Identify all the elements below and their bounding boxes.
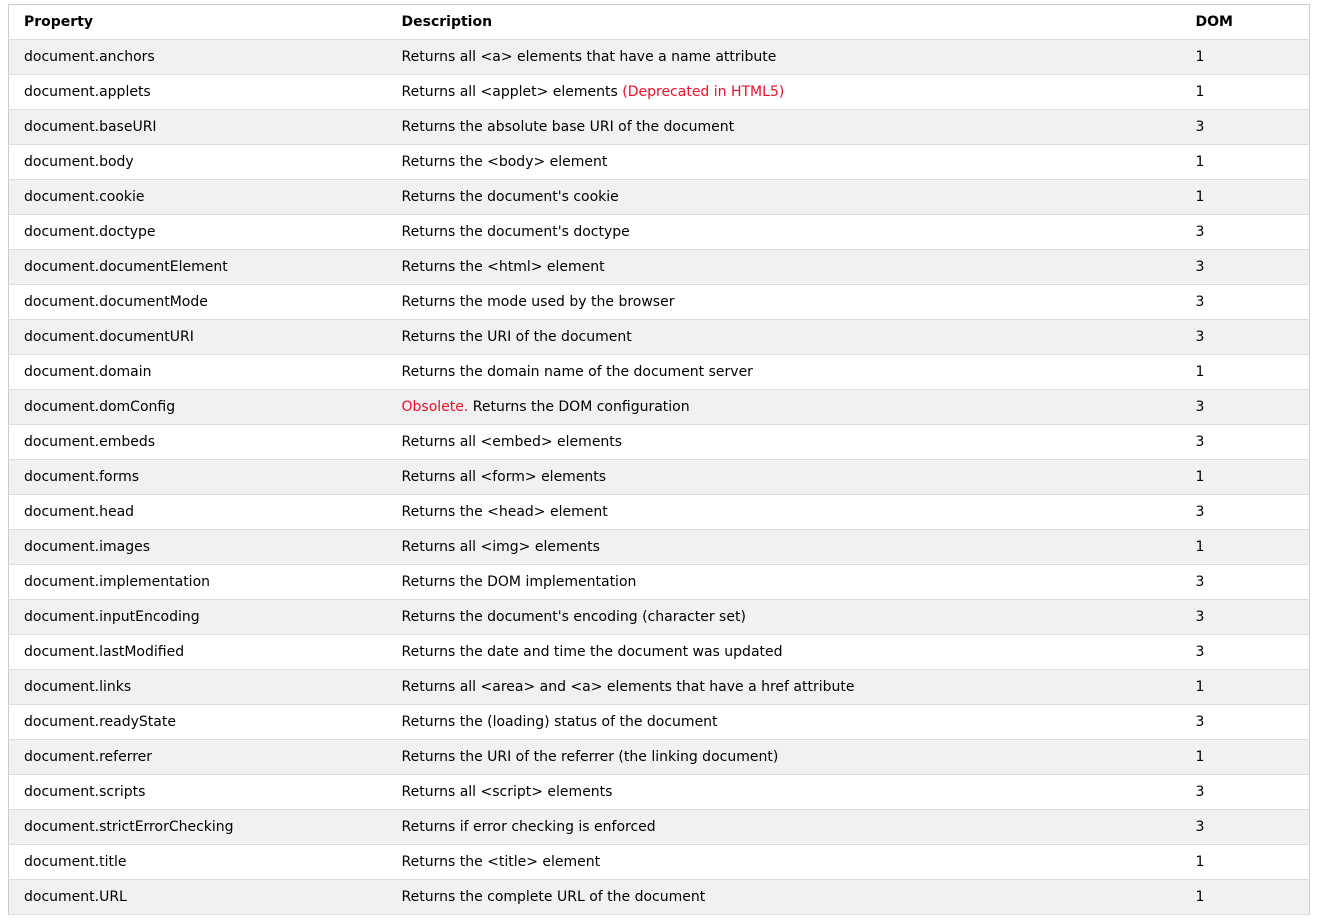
dom-level-cell: 1 (1195, 889, 1205, 905)
dom-level-cell: 1 (1195, 539, 1205, 555)
description-cell (387, 530, 1181, 565)
property-cell: document.documentURI (24, 329, 194, 345)
description-text: Returns all <embed> elements (401, 434, 623, 450)
table-row (9, 530, 1310, 565)
description-cell (387, 495, 1181, 530)
dom-level-cell: 3 (1195, 819, 1205, 835)
table-row (9, 775, 1310, 810)
dom-level-cell: 1 (1195, 154, 1205, 170)
table-row (9, 565, 1310, 600)
description-text: Returns the document's encoding (character set) (401, 609, 746, 625)
property-cell: document.baseURI (24, 119, 157, 135)
description-cell (387, 75, 1181, 110)
deprecated-note: (Deprecated in HTML5) (622, 84, 785, 100)
document-properties-table (8, 4, 1310, 915)
dom-level-cell: 3 (1195, 609, 1205, 625)
property-cell: document.URL (24, 889, 127, 905)
description-text: Returns the mode used by the browser (401, 294, 675, 310)
property-cell: document.documentElement (24, 259, 228, 275)
description-cell (387, 215, 1181, 250)
description-text: Returns the DOM configuration (468, 399, 690, 415)
property-cell: document.title (24, 854, 127, 870)
description-cell (387, 320, 1181, 355)
description-cell (387, 110, 1181, 145)
dom-level-cell: 1 (1195, 49, 1205, 65)
table-row (9, 75, 1310, 110)
description-text: Returns the document's doctype (401, 224, 630, 240)
property-cell: document.strictErrorChecking (24, 819, 234, 835)
table-row (9, 495, 1310, 530)
dom-level-cell: 3 (1195, 399, 1205, 415)
property-cell: document.embeds (24, 434, 156, 450)
header-dom: DOM (1195, 14, 1233, 30)
description-cell (387, 250, 1181, 285)
property-cell: document.links (24, 679, 132, 695)
description-text: Returns all <img> elements (401, 539, 600, 555)
description-cell (387, 565, 1181, 600)
dom-level-cell: 3 (1195, 504, 1205, 520)
property-cell: document.lastModified (24, 644, 185, 660)
property-cell: document.forms (24, 469, 140, 485)
table-header-row (9, 5, 1310, 40)
description-cell (387, 845, 1181, 880)
table-row (9, 880, 1310, 915)
description-text: Returns all <script> elements (401, 784, 613, 800)
dom-level-cell: 1 (1195, 679, 1205, 695)
dom-level-cell: 3 (1195, 119, 1205, 135)
description-cell (387, 425, 1181, 460)
table-row (9, 705, 1310, 740)
property-cell: document.referrer (24, 749, 153, 765)
property-cell: document.applets (24, 84, 151, 100)
table-row (9, 740, 1310, 775)
table-row (9, 180, 1310, 215)
property-cell: document.head (24, 504, 135, 520)
description-text: Returns all <applet> elements (401, 84, 623, 100)
header-description: Description (401, 14, 493, 30)
property-cell: document.doctype (24, 224, 156, 240)
table-row (9, 635, 1310, 670)
property-cell: document.images (24, 539, 150, 555)
description-cell (387, 880, 1181, 915)
description-text: Returns all <area> and <a> elements that have a href attribute (401, 679, 855, 695)
property-cell: document.readyState (24, 714, 176, 730)
dom-level-cell: 3 (1195, 259, 1205, 275)
description-cell (387, 460, 1181, 495)
property-cell: document.documentMode (24, 294, 208, 310)
description-cell (387, 145, 1181, 180)
property-cell: document.domConfig (24, 399, 176, 415)
description-cell (387, 670, 1181, 705)
description-text: Returns the absolute base URI of the document (401, 119, 735, 135)
table-row (9, 425, 1310, 460)
description-text: Returns the <head> element (401, 504, 608, 520)
table-row (9, 670, 1310, 705)
description-cell (387, 355, 1181, 390)
description-cell (387, 390, 1181, 425)
description-cell (387, 285, 1181, 320)
table-body (9, 40, 1310, 915)
description-text: Returns the complete URL of the document (401, 889, 706, 905)
dom-level-cell: 3 (1195, 574, 1205, 590)
table-row (9, 110, 1310, 145)
table-row (9, 40, 1310, 75)
table-row (9, 320, 1310, 355)
table-row (9, 600, 1310, 635)
dom-level-cell: 3 (1195, 434, 1205, 450)
property-cell: document.cookie (24, 189, 145, 205)
header-property: Property (24, 14, 94, 30)
dom-level-cell: 3 (1195, 714, 1205, 730)
description-text: Returns the <body> element (401, 154, 608, 170)
table-row (9, 810, 1310, 845)
dom-level-cell: 3 (1195, 294, 1205, 310)
dom-level-cell: 1 (1195, 364, 1205, 380)
description-text: Returns the DOM implementation (401, 574, 637, 590)
dom-level-cell: 3 (1195, 644, 1205, 660)
description-text: Returns all <a> elements that have a name attribute (401, 49, 777, 65)
description-cell (387, 775, 1181, 810)
description-cell (387, 40, 1181, 75)
dom-level-cell: 3 (1195, 784, 1205, 800)
property-cell: document.scripts (24, 784, 146, 800)
description-cell (387, 635, 1181, 670)
description-text: Returns if error checking is enforced (401, 819, 656, 835)
table-row (9, 390, 1310, 425)
property-cell: document.inputEncoding (24, 609, 200, 625)
table-row (9, 355, 1310, 390)
document-properties-table-wrapper (8, 4, 1309, 915)
description-text: Returns the <html> element (401, 259, 605, 275)
table-row (9, 285, 1310, 320)
dom-level-cell: 1 (1195, 854, 1205, 870)
description-text: Returns the URI of the document (401, 329, 632, 345)
table-row (9, 215, 1310, 250)
description-text: Returns the date and time the document was updated (401, 644, 783, 660)
description-cell (387, 600, 1181, 635)
property-cell: document.anchors (24, 49, 155, 65)
table-row (9, 250, 1310, 285)
description-cell (387, 740, 1181, 775)
description-text: Returns the (loading) status of the document (401, 714, 718, 730)
description-text: Returns the domain name of the document server (401, 364, 753, 380)
description-text: Returns all <form> elements (401, 469, 607, 485)
dom-level-cell: 1 (1195, 469, 1205, 485)
property-cell: document.body (24, 154, 134, 170)
description-cell (387, 810, 1181, 845)
description-cell (387, 180, 1181, 215)
dom-level-cell: 3 (1195, 224, 1205, 240)
dom-level-cell: 1 (1195, 749, 1205, 765)
property-cell: document.implementation (24, 574, 211, 590)
property-cell: document.domain (24, 364, 152, 380)
description-cell (387, 705, 1181, 740)
dom-level-cell: 3 (1195, 329, 1205, 345)
table-row (9, 145, 1310, 180)
description-text: Returns the URI of the referrer (the linking document) (401, 749, 779, 765)
description-text: Returns the <title> element (401, 854, 601, 870)
obsolete-note: Obsolete. (401, 399, 469, 415)
table-row (9, 460, 1310, 495)
table-row (9, 845, 1310, 880)
dom-level-cell: 1 (1195, 189, 1205, 205)
description-text: Returns the document's cookie (401, 189, 619, 205)
dom-level-cell: 1 (1195, 84, 1205, 100)
